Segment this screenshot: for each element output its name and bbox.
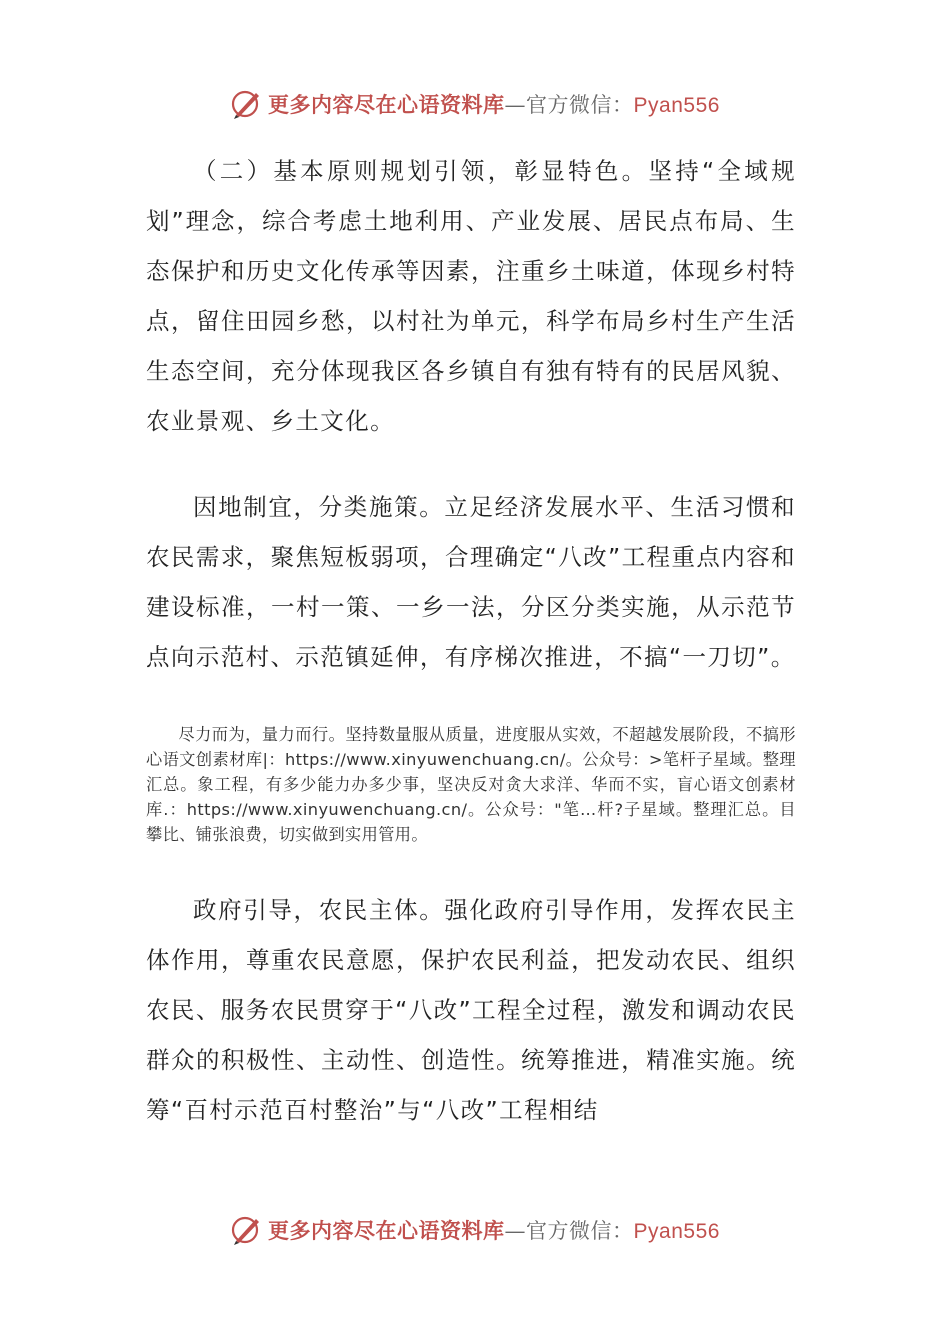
paragraph-government-guidance: 政府引导，农民主体。强化政府引导作用，发挥农民主体作用，尊重农民意愿，保护农民利益，把发动农民、组织农民、服务农民贯穿于“八改”工程全过程，激发和调动农民群众的积极性、主动性、创造性。统筹推进，精准实施。统筹“百村示范百村整治”与“八改”工程相结	[146, 896, 796, 1124]
paragraph-principles: （二）基本原则规划引领，彰显特色。坚持“全域规划”理念，综合考虑土地利用、产业发展、居民点布局、生态保护和历史文化传承等因素，注重乡土味道，体现乡村特点，留住田园乡愁，以村社为单元，科学布局乡村生产生活生态空间，充分体现我区各乡镇自有独有特有的民居风貌、农业景观、乡土文化。	[146, 157, 796, 435]
header-banner	[0, 84, 950, 124]
banner-text: 更多内容尽在心语资料库—官方微信：Pyan556	[268, 92, 720, 117]
pen-logo-icon	[230, 1213, 264, 1247]
footer-banner	[0, 1210, 950, 1250]
paragraph-local-conditions: 因地制宜，分类施策。立足经济发展水平、生活习惯和农民需求，聚焦短板弱项，合理确定“八改”工程重点内容和建设标准，一村一策、一乡一法，分区分类实施，从示范节点向示范村、示范镇延伸，有序梯次推进，不搞“一刀切”。	[146, 493, 796, 671]
paragraph-within-means: 尽力而为，量力而行。坚持数量服从质量，进度服从实效，不超越发展阶段，不搞形心语文创素材库|：https://www.xinyuwenchuang.cn/。公众号：>笔杆子星域。整理汇总。象工程，有多少能力办多少事，坚决反对贪大求洋、华而不实，盲心语文创素材库.：https://www.xinyuwenchuang.cn/。公众号："笔…杆?子星域。整理汇总。目攀比、铺张浪费，切实做到实用管用。	[146, 725, 796, 844]
pen-logo-icon	[230, 87, 264, 121]
banner-text: 更多内容尽在心语资料库—官方微信：Pyan556	[268, 1218, 720, 1243]
document-body	[146, 146, 796, 1135]
